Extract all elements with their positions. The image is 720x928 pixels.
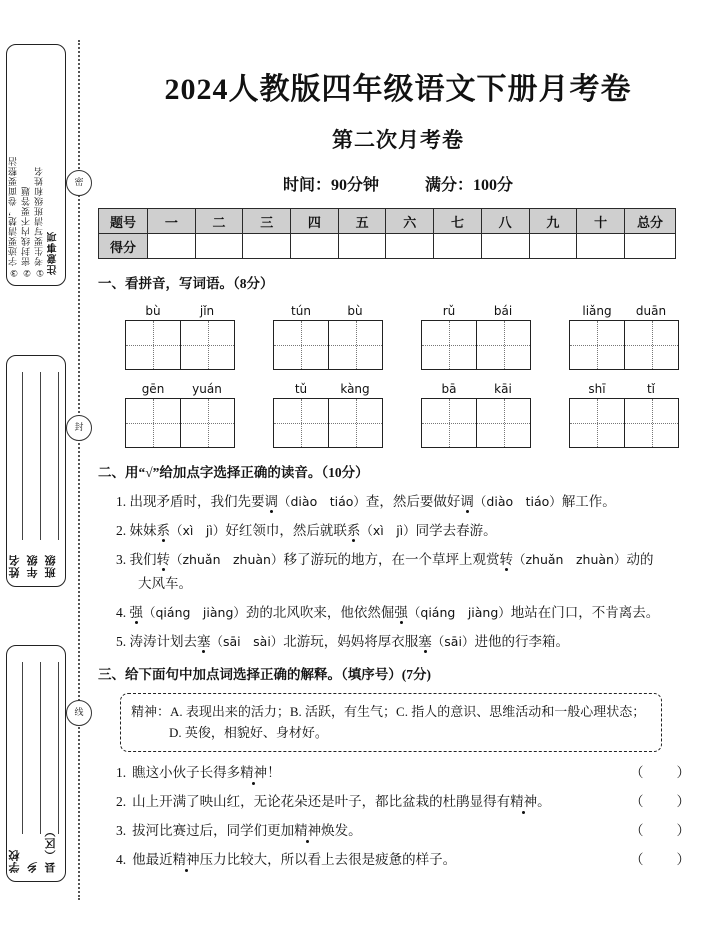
grid-cell[interactable]	[476, 399, 530, 447]
item-number: 5.	[116, 634, 127, 649]
info-label-name: 姓名	[9, 554, 21, 578]
writing-grid[interactable]	[569, 320, 679, 370]
pinyin-group-8	[550, 382, 698, 448]
definition-box	[120, 693, 662, 752]
seal-margin	[0, 0, 92, 928]
writing-grid[interactable]	[421, 398, 531, 448]
item-text: ！	[267, 764, 281, 780]
score-col-6: 六	[386, 209, 434, 234]
pinyin-grid-row-2	[98, 382, 698, 448]
grid-cell[interactable]	[274, 399, 328, 447]
pinyin-syllable: tún	[291, 304, 311, 318]
pinyin-grid-row-1	[98, 304, 698, 370]
writing-grid[interactable]	[125, 398, 235, 448]
notice-heading: 注意事项	[48, 231, 59, 275]
exam-meta	[98, 172, 698, 195]
info-write-line-5[interactable]	[40, 662, 41, 834]
grid-cell[interactable]	[328, 399, 382, 447]
question-2-1	[98, 490, 698, 510]
grid-cell[interactable]	[422, 321, 476, 369]
info-write-line-4[interactable]	[22, 662, 23, 834]
full-score-label: 满分：100分	[425, 177, 514, 194]
seal-mark-mi: 密	[66, 170, 92, 196]
pinyin-labels	[422, 382, 530, 396]
pinyin-syllable: yuán	[192, 382, 222, 396]
item-number: 1.	[116, 764, 127, 780]
grid-cell[interactable]	[328, 321, 382, 369]
dotted-char: 强	[394, 605, 408, 620]
answer-blank[interactable]: （ ）	[630, 793, 692, 809]
pinyin-group-7	[402, 382, 550, 448]
item-text: 查，然后要做好	[365, 494, 461, 509]
item-text: 焕发。	[321, 822, 362, 838]
pinyin-choice[interactable]: （sāi）	[431, 634, 475, 649]
dotted-char: 系	[156, 523, 170, 538]
pinyin-syllable: rǔ	[442, 304, 456, 318]
pinyin-syllable: bā	[441, 382, 457, 396]
writing-grid[interactable]	[273, 320, 383, 370]
pinyin-syllable: bái	[493, 304, 513, 318]
pinyin-choice[interactable]: （sāi sài）	[210, 634, 284, 649]
pinyin-choice[interactable]: （zhuǎn zhuàn）	[512, 552, 627, 567]
answer-blank[interactable]: （ ）	[630, 822, 692, 838]
grid-cell[interactable]	[624, 399, 678, 447]
score-cell-8[interactable]	[481, 234, 529, 259]
pinyin-syllable: liǎng	[582, 304, 612, 318]
score-col-1: 一	[148, 209, 196, 234]
item-text: 山上开满了映山红，无论花朵还是叶子，都比盆栽的杜鹃显得有	[132, 793, 511, 809]
page-subtitle: 第二次月考卷	[332, 128, 464, 152]
question-3-3	[98, 819, 698, 839]
info-label-class: 班级	[45, 554, 57, 578]
question-3-4	[98, 848, 698, 868]
info-write-line-6[interactable]	[58, 662, 59, 834]
pinyin-labels	[126, 304, 234, 318]
item-text: 劲的北风吹来，他依然倔	[245, 605, 395, 620]
score-table-row-label-score: 得分	[99, 234, 148, 259]
pinyin-choice[interactable]: （xì jì）	[170, 523, 226, 538]
pinyin-choice[interactable]: （xì jì）	[360, 523, 416, 538]
info-label-town: 乡	[27, 861, 39, 873]
score-table	[98, 208, 676, 259]
dotted-char: 调	[460, 494, 474, 509]
item-number: 4.	[116, 851, 127, 867]
exam-content	[98, 0, 698, 928]
grid-cell[interactable]	[274, 321, 328, 369]
score-table-row-label-question: 题号	[99, 209, 148, 234]
pinyin-group-4	[550, 304, 698, 370]
score-col-3: 三	[243, 209, 291, 234]
item-text: 北游玩，妈妈将厚衣服	[283, 634, 419, 649]
grid-cell[interactable]	[570, 399, 624, 447]
pinyin-choice[interactable]: （qiáng jiàng）	[143, 605, 246, 620]
dotted-char: 转	[156, 552, 170, 567]
item-text: 。	[537, 793, 551, 809]
pinyin-labels	[274, 304, 382, 318]
pinyin-syllable: tǐ	[646, 382, 656, 396]
item-text: 出现矛盾时，我们先要	[129, 494, 265, 509]
item-text: 瞧这小伙子长得多	[132, 764, 241, 780]
question-3-1	[98, 761, 698, 781]
dotted-word: 精神	[240, 761, 267, 781]
info-write-line-3[interactable]	[58, 372, 59, 540]
writing-grid[interactable]	[273, 398, 383, 448]
score-cell-5[interactable]	[338, 234, 386, 259]
score-table-value-row	[99, 234, 676, 259]
item-number: 3.	[116, 822, 127, 838]
item-text: 地站在门口，不肯离去。	[510, 605, 660, 620]
question-3-2	[98, 790, 698, 810]
grid-cell[interactable]	[422, 399, 476, 447]
item-number: 1.	[116, 494, 127, 509]
dotted-word: 精神	[510, 790, 537, 810]
score-cell-4[interactable]	[291, 234, 339, 259]
grid-cell[interactable]	[624, 321, 678, 369]
pinyin-syllable: duān	[635, 304, 667, 318]
score-col-total: 总分	[625, 209, 676, 234]
dotted-char: 转	[499, 552, 513, 567]
info-label-county: 县（区）	[45, 825, 57, 873]
score-col-4: 四	[291, 209, 339, 234]
pinyin-syllable: shī	[588, 382, 606, 396]
pinyin-labels	[570, 382, 678, 396]
pinyin-group-3	[402, 304, 550, 370]
pinyin-choice[interactable]: （diào tiáo）	[473, 494, 562, 509]
dotted-char: 强	[129, 605, 143, 620]
question-2-3-continued: 大风车。	[138, 576, 192, 591]
answer-blank[interactable]: （ ）	[630, 764, 692, 780]
score-col-2: 二	[195, 209, 243, 234]
writing-grid[interactable]	[569, 398, 679, 448]
pinyin-syllable: gēn	[141, 382, 165, 396]
notice-box	[6, 44, 66, 286]
dotted-word: 精神	[294, 819, 321, 839]
pinyin-labels	[422, 304, 530, 318]
dotted-char: 塞	[418, 634, 432, 649]
pinyin-choice[interactable]: （zhuǎn zhuàn）	[170, 552, 284, 567]
grid-cell[interactable]	[126, 399, 180, 447]
pinyin-group-6	[254, 382, 402, 448]
seal-mark-xian: 线	[66, 700, 92, 726]
grid-cell[interactable]	[476, 321, 530, 369]
item-number: 3.	[116, 552, 127, 567]
notice-line-1: ①考生要写清班级和姓名	[34, 166, 44, 277]
dotted-char: 塞	[197, 634, 211, 649]
item-text: 移了游玩的地方，在一个草坪上观赏	[283, 552, 500, 567]
info-label-grade: 年级	[27, 554, 39, 578]
definition-line-2: D. 英俊，相貌好、身材好。	[169, 725, 328, 741]
pinyin-syllable: kàng	[340, 382, 370, 396]
dotted-char: 系	[346, 523, 361, 538]
score-table-header-row	[99, 209, 676, 234]
item-text: 好红领巾，然后就联	[225, 523, 347, 538]
pinyin-labels	[274, 382, 382, 396]
question-2-4	[98, 601, 698, 621]
grid-cell[interactable]	[570, 321, 624, 369]
item-text: 压力比较大，所以看上去很是疲惫的样子。	[199, 851, 457, 867]
question-2-2	[98, 519, 698, 539]
pinyin-syllable: jǐn	[199, 304, 215, 318]
pinyin-syllable: tǔ	[294, 382, 308, 396]
time-label: 时间：90分钟	[282, 177, 379, 194]
definition-line-1: 精神：A. 表现出来的活力；B. 活跃，有生气；C. 指人的意识、思维活动和一般心理状态；	[131, 704, 646, 719]
pinyin-syllable: kāi	[494, 382, 512, 396]
dotted-word: 精神	[173, 848, 200, 868]
student-info-box-bottom	[6, 645, 66, 882]
score-col-10: 十	[577, 209, 625, 234]
item-text: 同学去春游。	[415, 523, 497, 538]
pinyin-group-1	[106, 304, 254, 370]
pinyin-syllable: bù	[145, 304, 161, 318]
item-text: 我们	[129, 552, 157, 567]
grid-cell[interactable]	[126, 321, 180, 369]
info-label-school: 学校	[9, 849, 21, 873]
item-text: 动的	[626, 552, 654, 567]
score-cell-1[interactable]	[148, 234, 196, 259]
pinyin-labels	[570, 304, 678, 318]
answer-blank[interactable]: （ ）	[630, 851, 692, 867]
pinyin-labels	[126, 382, 234, 396]
item-text: 他最近	[132, 851, 173, 867]
score-col-8: 八	[481, 209, 529, 234]
section-3-heading: 三、给下面句中加点词选择正确的解释。（填序号）(7分)	[98, 667, 431, 682]
score-col-9: 九	[529, 209, 577, 234]
seal-mark-feng: 封	[66, 415, 92, 441]
pinyin-choice[interactable]: （qiáng jiàng）	[407, 605, 511, 620]
item-text: 涛涛计划去	[129, 634, 197, 649]
score-col-7: 七	[434, 209, 482, 234]
pinyin-group-5	[106, 382, 254, 448]
writing-grid[interactable]	[125, 320, 235, 370]
question-2-3	[98, 548, 698, 568]
info-write-line-2[interactable]	[40, 372, 41, 540]
item-number: 2.	[116, 793, 127, 809]
student-info-box-top	[6, 355, 66, 587]
info-write-line-1[interactable]	[22, 372, 23, 540]
writing-grid[interactable]	[421, 320, 531, 370]
score-cell-9[interactable]	[529, 234, 577, 259]
item-text: 拔河比赛过后，同学们更加	[132, 822, 295, 838]
notice-line-2: ②密封线内不要答题	[21, 186, 31, 277]
question-2-5	[98, 630, 698, 650]
pinyin-choice[interactable]: （diào tiáo）	[278, 494, 366, 509]
score-cell-2[interactable]	[195, 234, 243, 259]
dotted-char: 调	[264, 494, 278, 509]
page-title: 2024人教版四年级语文下册月考卷	[164, 73, 632, 106]
grid-cell[interactable]	[180, 399, 234, 447]
item-text: 解工作。	[561, 494, 616, 509]
seal-dotted-line	[78, 40, 80, 900]
item-text: 妹妹	[129, 523, 157, 538]
score-col-5: 五	[338, 209, 386, 234]
pinyin-syllable: bù	[347, 304, 363, 318]
item-number: 2.	[116, 523, 127, 538]
score-cell-6[interactable]	[386, 234, 434, 259]
section-1-heading: 一、看拼音，写词语。（8分）	[98, 276, 274, 291]
section-2-heading: 二、用“√”给加点字选择正确的读音。（10分）	[98, 465, 369, 480]
grid-cell[interactable]	[180, 321, 234, 369]
score-cell-7[interactable]	[434, 234, 482, 259]
score-cell-10[interactable]	[577, 234, 625, 259]
pinyin-group-2	[254, 304, 402, 370]
score-cell-3[interactable]	[243, 234, 291, 259]
item-number: 4.	[116, 605, 127, 620]
score-cell-total[interactable]	[625, 234, 676, 259]
notice-line-3: ③字迹要清楚，卷面要整洁	[8, 156, 18, 277]
item-text: 进他的行李箱。	[474, 634, 569, 649]
